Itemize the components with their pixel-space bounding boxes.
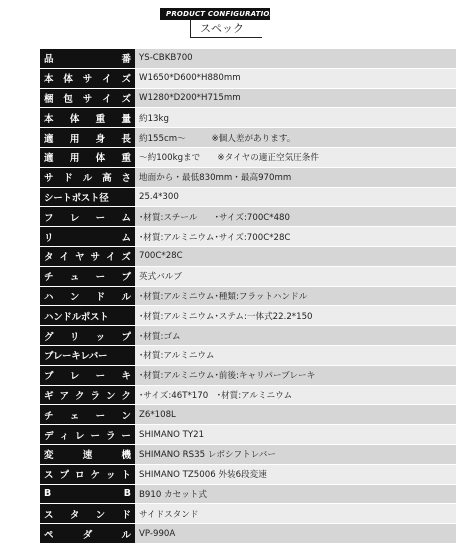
spec-value: SHIMANO TY21	[135, 425, 456, 445]
spec-row	[40, 69, 456, 89]
spec-label: 変 速 機	[40, 445, 135, 465]
spec-label: グ リ ッ プ	[40, 326, 135, 346]
spec-value: B910 カセット式	[135, 485, 456, 505]
spec-value: 25.4*300	[135, 188, 456, 208]
spec-label: ギ ア ク ラ ン ク	[40, 386, 135, 406]
spec-value: Z6*108L	[135, 405, 456, 425]
spec-row	[40, 485, 456, 505]
spec-table	[40, 49, 456, 544]
spec-label: 梱 包 サ イ ズ	[40, 89, 135, 109]
spec-row	[40, 227, 456, 247]
spec-value: 〜約100kgまで ※タイヤの適正空気圧条件	[135, 148, 456, 168]
spec-value: ･材質:アルミニウム	[135, 346, 456, 366]
spec-label: フ レ ー ム	[40, 207, 135, 227]
spec-row	[40, 405, 456, 425]
spec-row	[40, 188, 456, 208]
spec-value: VP-990A	[135, 524, 456, 544]
spec-value: 700C*28C	[135, 247, 456, 267]
header	[0, 0, 456, 44]
spec-label: サ ド ル 高 さ	[40, 168, 135, 188]
spec-value: W1280*D200*H715mm	[135, 89, 456, 109]
spec-label: 本 体 重 量	[40, 108, 135, 128]
spec-label: 本 体 サ イ ズ	[40, 69, 135, 89]
spec-row	[40, 504, 456, 524]
spec-row	[40, 267, 456, 287]
spec-row	[40, 326, 456, 346]
spec-value: ･材質:スチール ･サイズ:700C*480	[135, 207, 456, 227]
spec-row	[40, 168, 456, 188]
spec-label: ブレーキレバー	[40, 346, 135, 366]
spec-value: SHIMANO TZ5006 外装6段変速	[135, 465, 456, 485]
spec-label: ブ レ ー キ	[40, 366, 135, 386]
spec-label: 適 用 体 重	[40, 148, 135, 168]
spec-label: ス タ ン ド	[40, 504, 135, 524]
spec-label: チ ェ ー ン	[40, 405, 135, 425]
spec-row	[40, 207, 456, 227]
spec-value: サイドスタンド	[135, 504, 456, 524]
spec-value: ･材質:アルミニウム･前後:キャリパーブレーキ	[135, 366, 456, 386]
spec-value: 約155cm〜 ※個人差があります。	[135, 128, 456, 148]
spec-label: タ イ ヤ サ イ ズ	[40, 247, 135, 267]
spec-value: ･サイズ:46T*170 ･材質:アルミニウム	[135, 386, 456, 406]
spec-value: 約13kg	[135, 108, 456, 128]
spec-row	[40, 346, 456, 366]
spec-row	[40, 89, 456, 109]
spec-row	[40, 128, 456, 148]
spec-row	[40, 287, 456, 307]
spec-row	[40, 524, 456, 544]
spec-value: YS-CBKB700	[135, 49, 456, 69]
spec-value: W1650*D600*H880mm	[135, 69, 456, 89]
spec-label: ハンドルポスト	[40, 306, 135, 326]
spec-row	[40, 108, 456, 128]
spec-row	[40, 247, 456, 267]
spec-row	[40, 425, 456, 445]
spec-label: シートポスト径	[40, 188, 135, 208]
spec-label: ペ ダ ル	[40, 524, 135, 544]
spec-row	[40, 445, 456, 465]
spec-value: ･材質:アルミニウム･ステム:一体式22.2*150	[135, 306, 456, 326]
spec-row	[40, 148, 456, 168]
spec-row	[40, 386, 456, 406]
spec-label: チ ュ ー ブ	[40, 267, 135, 287]
spec-label: リ ム	[40, 227, 135, 247]
spec-label: ハ ン ド ル	[40, 287, 135, 307]
spec-label: デ ィ レ ー ラ ー	[40, 425, 135, 445]
spec-label: 品 番	[40, 49, 135, 69]
spec-value: 英式バルブ	[135, 267, 456, 287]
spec-row	[40, 366, 456, 386]
spec-value: ･材質:ゴム	[135, 326, 456, 346]
spec-label: ス プ ロ ケ ッ ト	[40, 465, 135, 485]
spec-value: ･材質:アルミニウム･サイズ:700C*28C	[135, 227, 456, 247]
page-title: スペック	[200, 22, 244, 35]
brand-label: PRODUCT CONFIGURATION	[166, 10, 276, 18]
spec-value: ･材質:アルミニウム･種類:フラットハンドル	[135, 287, 456, 307]
spec-row	[40, 465, 456, 485]
spec-row	[40, 306, 456, 326]
spec-row	[40, 49, 456, 69]
spec-label: 適 用 身 長	[40, 128, 135, 148]
spec-label: B B	[40, 485, 135, 505]
spec-value: 地面から・最低830mm・最高970mm	[135, 168, 456, 188]
spec-value: SHIMANO RS35 レボシフトレバー	[135, 445, 456, 465]
